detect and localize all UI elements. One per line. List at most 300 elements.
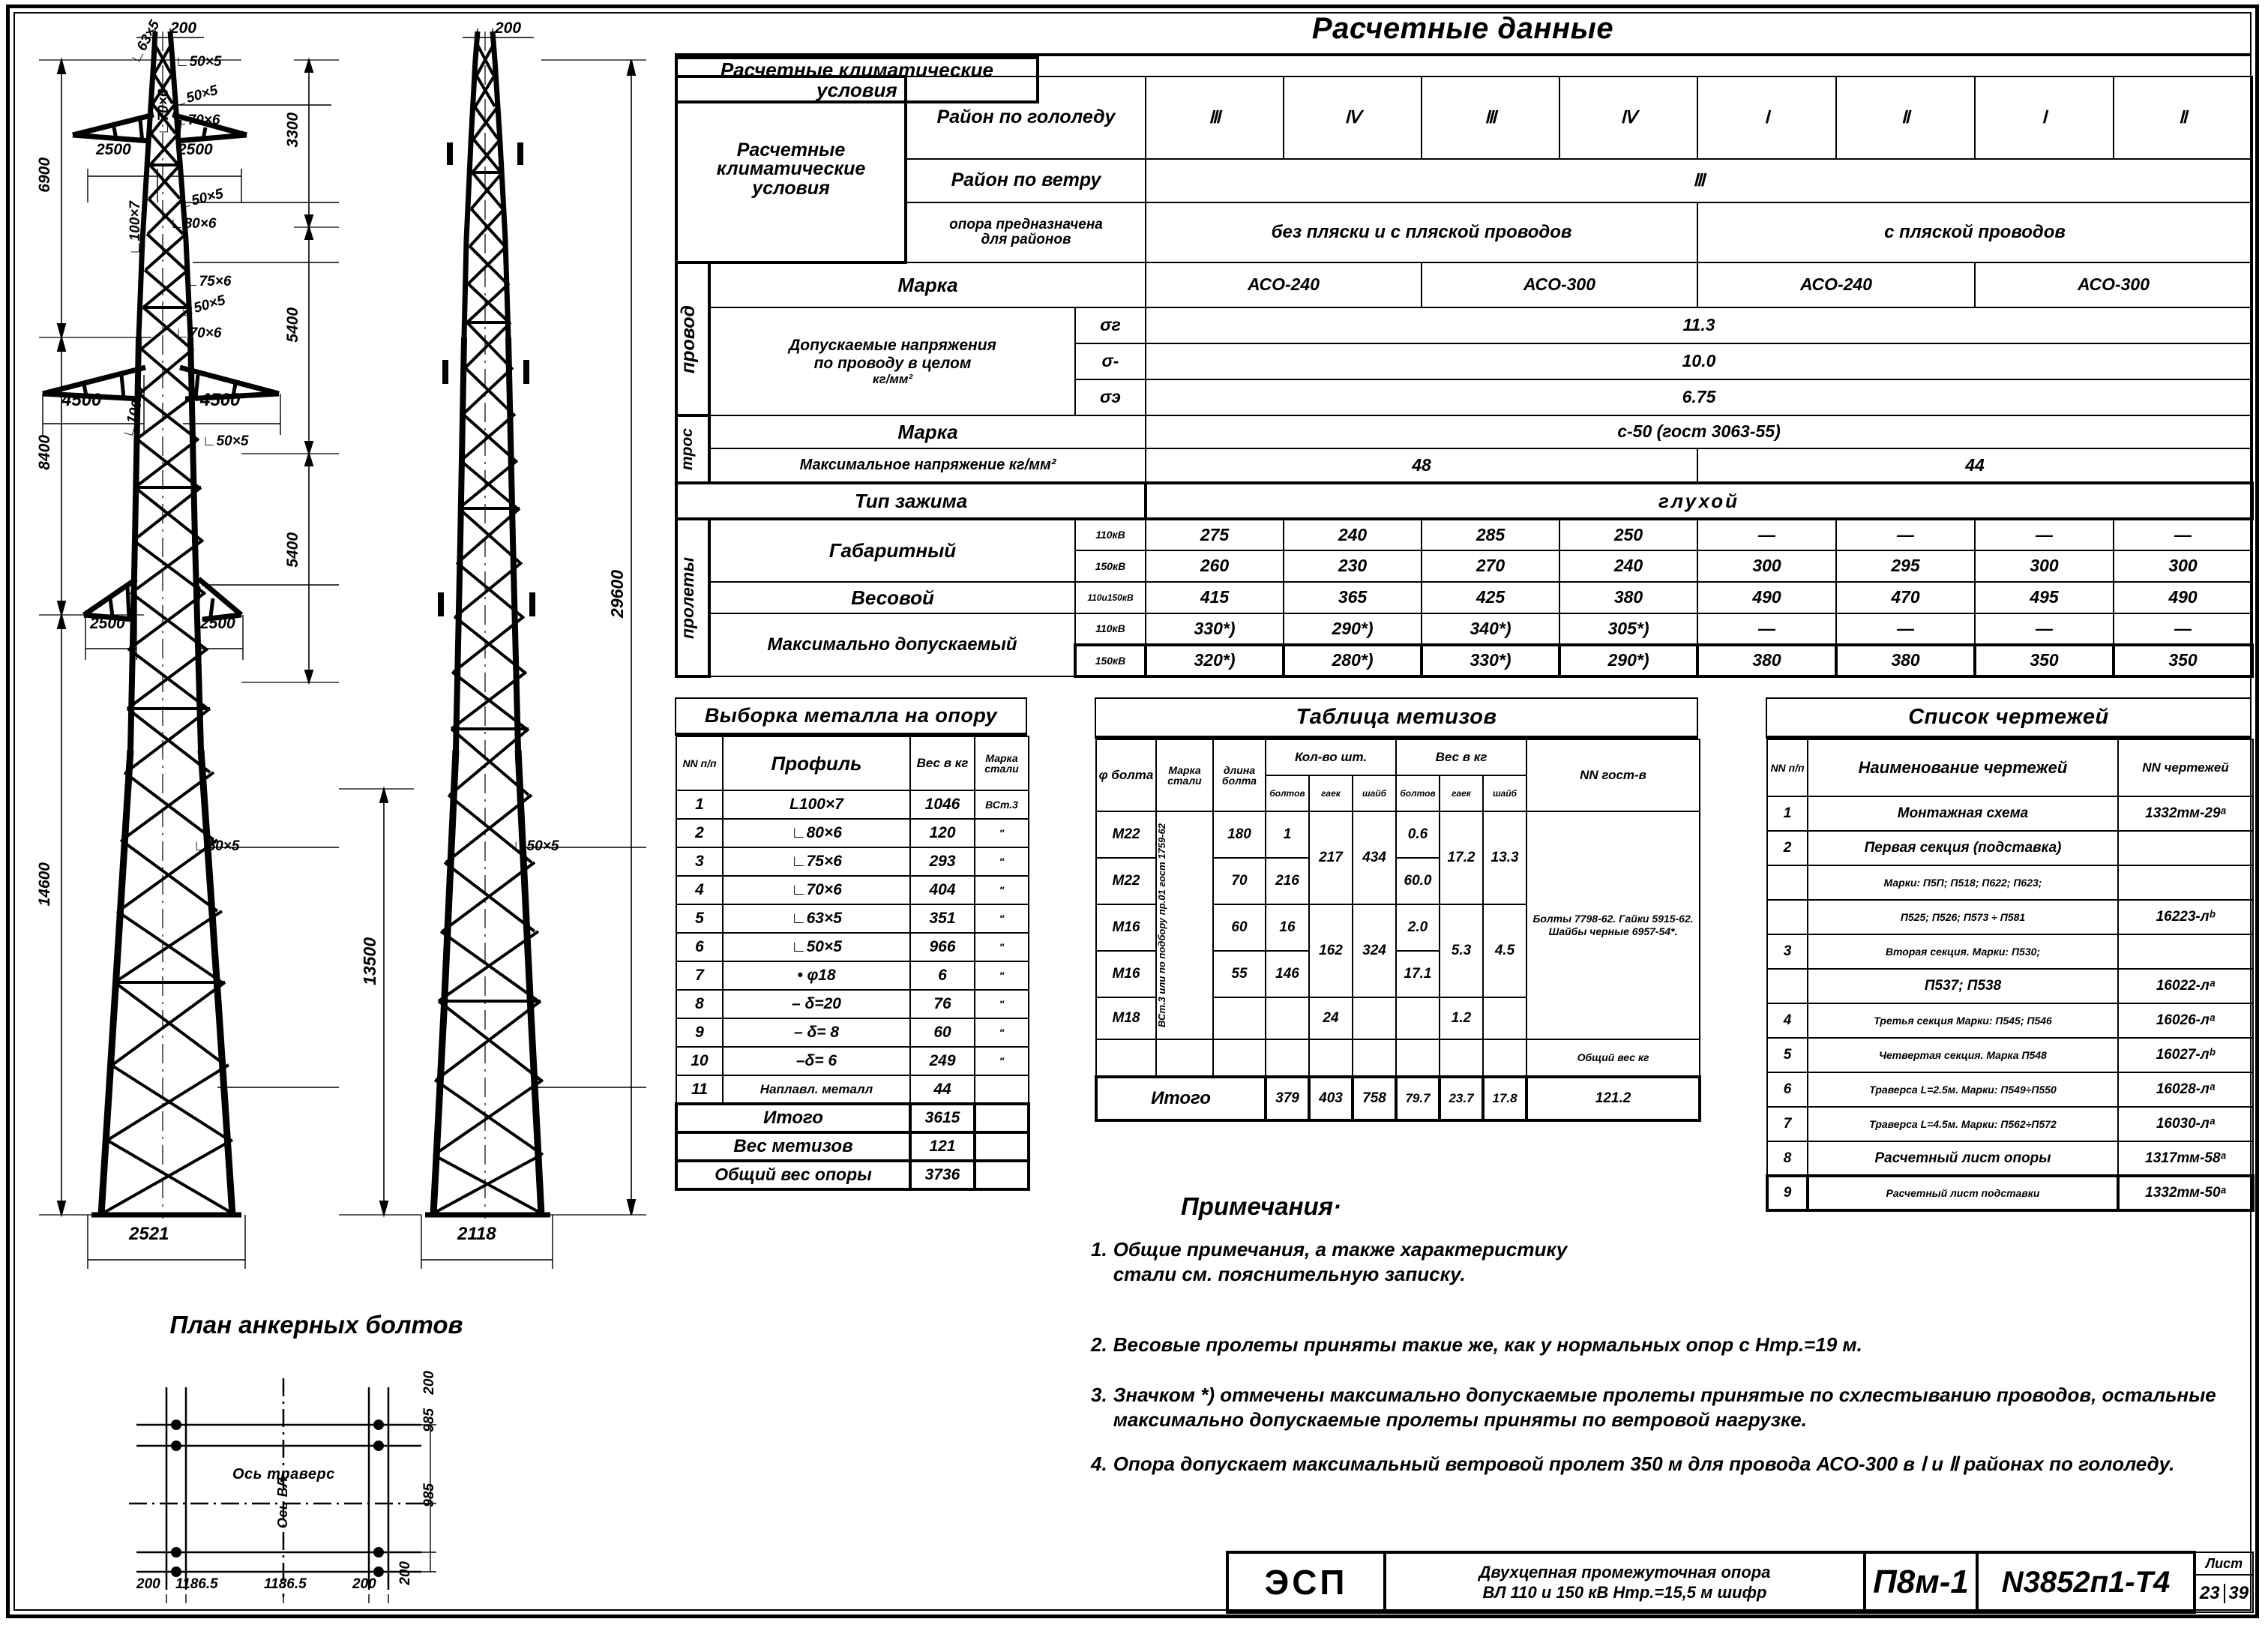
profile-label-80x6: ∟80×6 [170, 216, 217, 232]
profile-label-50x5-a: ∟50×5 [175, 54, 222, 70]
cell-climate-label [676, 76, 906, 262]
metal-table [675, 736, 1030, 1191]
profile-label-50x5-d: ∟50×5 [178, 292, 227, 321]
cell-gab-150-label: 150кВ [1075, 550, 1146, 582]
cell-intended-label [906, 202, 1146, 262]
fast-wwashers-c [1483, 997, 1526, 1039]
fast-head-gost: NN гост-в [1526, 739, 1700, 811]
cell-max150-4: 290*) [1559, 645, 1697, 676]
note-item-4 [1091, 1452, 2246, 1477]
profile-label-70x6-b: ∟70×6 [156, 88, 172, 135]
cell-span-gabarit-label: Габаритный [709, 519, 1075, 582]
cell-max110-6: — [1836, 613, 1975, 645]
anchor-dim-r2: 985 [421, 1408, 437, 1432]
metal-weight-6: 966 [910, 933, 975, 961]
profile-label-100x7-b: ∟100×7 [120, 382, 151, 439]
metal-grand-weight: 3736 [910, 1161, 975, 1189]
metal-steel-3: " [975, 847, 1029, 876]
dl-no-7: 4 [1767, 1003, 1808, 1038]
fast-total-bolts: 379 [1266, 1077, 1309, 1120]
fast-len-2: 70 [1213, 858, 1266, 904]
fast-wbolts-2: 60.0 [1396, 858, 1440, 904]
metal-weight-1: 1046 [910, 790, 975, 819]
cell-cable-stress-2: 44 [1697, 448, 2252, 483]
fast-total-label: Итого [1096, 1077, 1266, 1120]
fast-total-wbolts: 79.7 [1396, 1077, 1440, 1120]
cell-sigma-e-sym: σэ [1075, 379, 1146, 415]
cell-gab110-7: — [1975, 519, 2114, 550]
cell-gab150-1: 260 [1146, 550, 1284, 582]
spans-group-text: пролеты [678, 556, 697, 639]
fast-head-w-nuts: гаек [1440, 775, 1483, 811]
metal-total-steel [975, 1104, 1029, 1132]
profile-label-75x6: ∟75×6 [185, 274, 232, 289]
fast-blank-4 [1266, 1039, 1309, 1077]
metal-no-1: 1 [676, 790, 723, 819]
fast-head-weight-group: Вес в кг [1396, 739, 1526, 775]
fasteners-table-title: Таблица метизов [1095, 697, 1698, 739]
cell-max110-4: 305*) [1559, 613, 1697, 645]
cell-sigma-e-val: 6.75 [1146, 379, 2252, 415]
dl-code-12: 1332тм-50ᵃ [2118, 1176, 2253, 1210]
fast-dia-3: М16 [1096, 904, 1156, 951]
dim-4500-ml: 4500 [61, 390, 102, 410]
drawings-list-section [1766, 697, 2252, 1212]
anchor-dim-r3: 985 [421, 1483, 437, 1507]
fast-len-4: 55 [1213, 951, 1266, 997]
fast-bolts-1: 1 [1266, 811, 1309, 858]
cell-cable-group [676, 415, 709, 483]
cell-max-110-label: 110кВ [1075, 613, 1146, 645]
fast-total-nuts: 403 [1309, 1077, 1353, 1120]
cell-cable-stress-1: 48 [1146, 448, 1697, 483]
cell-spans-group [676, 519, 709, 676]
fasteners-table [1095, 739, 1701, 1122]
wire-group-text: провод [678, 304, 699, 373]
notes-section [1091, 1192, 2261, 1476]
cell-wire-group [676, 262, 709, 415]
fast-total-weight-label: Общий вес кг [1526, 1039, 1700, 1077]
fast-head-dia: φ болта [1096, 739, 1156, 811]
metal-profile-2: ∟80×6 [723, 819, 910, 847]
metal-profile-7: • φ18 [723, 961, 910, 990]
note-text-4: Опора допускает максимальный ветровой пролет 350 м для провода АСО-300 в Ⅰ и Ⅱ районах по гололеду. [1113, 1453, 2175, 1476]
fast-washers-a: 434 [1353, 811, 1396, 904]
calc-data-section [675, 6, 2251, 678]
fast-wwashers-b: 4.5 [1483, 904, 1526, 997]
fast-head-count-washers: шайб [1353, 775, 1396, 811]
dl-code-6: 16022-лᵃ [2118, 969, 2253, 1003]
profile-label-50x5-f: ∟50×5 [193, 838, 240, 854]
notes-title: Примечания· [1181, 1192, 1342, 1220]
metal-no-6: 6 [676, 933, 723, 961]
stress-line3: кг/мм² [872, 372, 913, 387]
dim-5400-lower: 5400 [284, 532, 301, 568]
metal-steel-11 [975, 1075, 1029, 1104]
cell-weight-kv-label: 110и150кВ [1075, 582, 1146, 613]
metal-no-2: 2 [676, 819, 723, 847]
fast-dia-1: М22 [1096, 811, 1156, 858]
dl-code-7: 16026-лᵃ [2118, 1003, 2253, 1038]
cell-max110-8: — [2114, 613, 2252, 645]
metal-profile-10: –δ= 6 [723, 1047, 910, 1075]
cell-sigma-g-val: 11.3 [1146, 307, 2252, 343]
metal-steel-2: " [975, 819, 1029, 847]
note-num-3: 3. [1091, 1383, 1107, 1406]
fast-dia-5: М18 [1096, 997, 1156, 1039]
fast-wnuts-a: 17.2 [1440, 811, 1483, 904]
cell-gab150-5: 300 [1697, 550, 1836, 582]
metal-steel-10: " [975, 1047, 1029, 1075]
profile-label-50x5-e: ∟50×5 [202, 433, 249, 449]
note-num-1: 1. [1091, 1238, 1107, 1261]
dl-name-4: П525; П526; П573 ÷ П581 [1808, 900, 2118, 934]
metal-weight-7: 6 [910, 961, 975, 990]
fast-total-wwashers: 17.8 [1483, 1077, 1526, 1120]
metal-head-profile: Профиль [723, 736, 910, 790]
cell-max150-6: 380 [1836, 645, 1975, 676]
dl-name-1: Монтажная схема [1808, 796, 2118, 831]
cell-w-3: 425 [1422, 582, 1559, 613]
anchor-dim-r1: 200 [421, 1371, 437, 1395]
metal-fastener-blank [975, 1132, 1029, 1161]
cell-cable-stress-label: Максимальное напряжение кг/мм² [709, 448, 1146, 483]
dim-13500: 13500 [360, 937, 379, 985]
note-item-1 [1091, 1237, 1616, 1288]
cell-ice-1: Ⅲ [1146, 76, 1284, 159]
fast-head-count-nuts: гаек [1309, 775, 1353, 811]
stress-line2: по проводу в целом [813, 354, 972, 372]
cell-w-5: 490 [1697, 582, 1836, 613]
metal-head-no: NN п/п [676, 736, 723, 790]
fast-total-washers: 758 [1353, 1077, 1396, 1120]
profile-label-50x5-c: ∟50×5 [176, 185, 225, 213]
fast-steel-note-cell [1156, 811, 1213, 1039]
metal-head-steel: Марка стали [975, 736, 1029, 790]
metal-no-4: 4 [676, 876, 723, 904]
dl-head-code: NN чертежей [2118, 739, 2253, 796]
cell-ice-7: Ⅰ [1975, 76, 2114, 159]
fast-blank-1 [1096, 1039, 1156, 1077]
dl-code-3 [2118, 865, 2253, 900]
dl-no-1: 1 [1767, 796, 1808, 831]
dl-no-6 [1767, 969, 1808, 1003]
fast-gost-text: Болты 7798-62. Гайки 5915-62. Шайбы черные 6957-54*. [1526, 811, 1700, 1039]
cell-ice-4: Ⅳ [1559, 76, 1697, 159]
metal-grand-blank [975, 1161, 1029, 1189]
tb-mark: П8м-1 [1865, 1552, 1977, 1612]
fast-head-w-washers: шайб [1483, 775, 1526, 811]
cell-clamp-value: глухой [1146, 483, 2252, 519]
climate-label-text: Расчетные климатические условия [716, 139, 866, 199]
fast-bolts-3: 16 [1266, 904, 1309, 951]
cell-w-2: 365 [1284, 582, 1422, 613]
cell-ice-3: Ⅲ [1422, 76, 1559, 159]
metal-weight-8: 76 [910, 990, 975, 1018]
fast-wbolts-3: 2.0 [1396, 904, 1440, 951]
dim-base-right: 2118 [457, 1224, 496, 1244]
dl-no-12: 9 [1767, 1176, 1808, 1210]
dl-name-12: Расчетный лист подставки [1808, 1176, 2118, 1210]
fast-blank-7 [1396, 1039, 1440, 1077]
metal-steel-6: " [975, 933, 1029, 961]
fast-wnuts-b: 5.3 [1440, 904, 1483, 997]
cell-clamp-label: Тип зажима [676, 483, 1146, 519]
tb-sheet-label: Лист [2195, 1552, 2253, 1575]
metal-no-7: 7 [676, 961, 723, 990]
cell-w-7: 495 [1975, 582, 2114, 613]
dl-no-5: 3 [1767, 934, 1808, 969]
cell-stress-label [709, 307, 1075, 415]
metal-fastener-label: Вес метизов [676, 1132, 910, 1161]
dl-name-8: Четвертая секция. Марка П548 [1808, 1038, 2118, 1072]
metal-profile-6: ∟50×5 [723, 933, 910, 961]
cell-wind-region-label: Район по ветру [906, 159, 1146, 202]
metal-profile-3: ∟75×6 [723, 847, 910, 876]
dl-code-8: 16027-лᵇ [2118, 1038, 2253, 1072]
dim-29600: 29600 [607, 570, 627, 618]
cell-climate-label: Расчетные климатические условия [676, 58, 1038, 102]
anchor-axis-label-vertical: Ось ВЛ [275, 1477, 290, 1529]
metal-head-weight: Вес в кг [910, 736, 975, 790]
drawings-list-table [1766, 739, 2255, 1212]
dl-code-9: 16028-лᵃ [2118, 1072, 2253, 1107]
fast-head-count-bolts: болтов [1266, 775, 1309, 811]
dl-code-10: 16030-лᵃ [2118, 1107, 2253, 1141]
cell-wire-brand-3: АСО-240 [1697, 262, 1975, 307]
metal-total-label: Итого [676, 1104, 910, 1132]
dl-no-8: 5 [1767, 1038, 1808, 1072]
metal-steel-9: " [975, 1018, 1029, 1047]
cell-gab150-4: 240 [1559, 550, 1697, 582]
cell-max110-2: 290*) [1284, 613, 1422, 645]
dl-code-5 [2118, 934, 2253, 969]
dl-no-9: 6 [1767, 1072, 1808, 1107]
dl-name-9: Траверса L=2.5м. Марки: П549÷П550 [1808, 1072, 2118, 1107]
anchor-axis-label-horizontal: Ось траверс [232, 1466, 335, 1483]
fast-steel-note-text: ВСт.3 или по подбору пр.01 гост 1759-62 [1156, 823, 1167, 1027]
fast-wbolts-5 [1396, 997, 1440, 1039]
cell-max150-1: 320*) [1146, 645, 1284, 676]
metal-total-weight: 3615 [910, 1104, 975, 1132]
fast-bolts-4: 146 [1266, 951, 1309, 997]
calc-table-title: Расчетные данные [675, 6, 2251, 56]
cell-max150-5: 380 [1697, 645, 1836, 676]
note-item-2 [1091, 1333, 2238, 1357]
cell-gab150-7: 300 [1975, 550, 2114, 582]
fasteners-table-section [1095, 697, 1698, 1122]
note-item-3 [1091, 1383, 2246, 1433]
dim-14600: 14600 [36, 862, 53, 907]
cell-w-4: 380 [1559, 582, 1697, 613]
metal-weight-11: 44 [910, 1075, 975, 1104]
cell-wire-brand-4: АСО-300 [1975, 262, 2252, 307]
cell-intended-group-a: без пляски и с пляской проводов [1146, 202, 1697, 262]
cell-gab110-2: 240 [1284, 519, 1422, 550]
dl-code-1: 1332тм-29ᵃ [2118, 796, 2253, 831]
cell-gab-110-label: 110кВ [1075, 519, 1146, 550]
cell-sigma-g-sym: σг [1075, 307, 1146, 343]
dl-code-4: 16223-лᵇ [2118, 900, 2253, 934]
anchor-dim-b4: 200 [352, 1576, 376, 1592]
cell-wire-brand-1: АСО-240 [1146, 262, 1422, 307]
tb-organization: ЭСП [1227, 1552, 1385, 1612]
note-num-4: 4. [1091, 1453, 1107, 1476]
drawings-list-title: Список чертежей [1766, 697, 2252, 739]
cell-gab150-6: 295 [1836, 550, 1975, 582]
dl-name-2: Первая секция (подставка) [1808, 831, 2118, 865]
dl-no-2: 2 [1767, 831, 1808, 865]
cell-span-weight-label: Весовой [709, 582, 1075, 613]
profile-label-50x5-b: ∟50×5 [171, 82, 220, 111]
profile-label-100x7-a: ∟100×7 [127, 201, 143, 255]
tb-code: N3852п1-Т4 [1977, 1552, 2195, 1612]
dl-no-3 [1767, 865, 1808, 900]
fast-blank-2 [1156, 1039, 1213, 1077]
cell-gab150-3: 270 [1422, 550, 1559, 582]
dim-2500-ll: 2500 [90, 615, 125, 632]
cell-ice-6: Ⅱ [1836, 76, 1975, 159]
title-block [1226, 1551, 2252, 1614]
fast-total-wnuts: 23.7 [1440, 1077, 1483, 1120]
metal-steel-4: " [975, 876, 1029, 904]
metal-no-8: 8 [676, 990, 723, 1018]
dim-2500-ul: 2500 [96, 141, 131, 158]
intended-line1: опора предназначена [949, 217, 1103, 233]
cell-cable-brand-val: с-50 (гост 3063-55) [1146, 415, 2252, 448]
dl-code-11: 1317тм-58ᵃ [2118, 1141, 2253, 1176]
dl-name-5: Вторая секция. Марки: П530; [1808, 934, 2118, 969]
metal-profile-9: – δ= 8 [723, 1018, 910, 1047]
note-text-2: Весовые пролеты приняты такие же, как у нормальных опор с Нтр.=19 м. [1113, 1333, 1862, 1356]
cell-w-8: 490 [2114, 582, 2252, 613]
cell-cable-brand-label: Марка [709, 415, 1146, 448]
cell-max110-1: 330*) [1146, 613, 1284, 645]
profile-label-70x6-a: ∟70×6 [174, 112, 220, 128]
metal-profile-5: ∟63×5 [723, 904, 910, 933]
dl-no-10: 7 [1767, 1107, 1808, 1141]
metal-fastener-weight: 121 [910, 1132, 975, 1161]
tower-drawing-area [16, 15, 669, 1605]
dl-name-6: П537; П538 [1808, 969, 2118, 1003]
metal-profile-1: L100×7 [723, 790, 910, 819]
cell-max110-3: 340*) [1422, 613, 1559, 645]
fast-dia-2: М22 [1096, 858, 1156, 904]
profile-label-63x5: ∟63×5 [127, 17, 163, 66]
cell-max-150-label: 150кВ [1075, 645, 1146, 676]
stress-line1: Допускаемые напряжения [789, 337, 996, 354]
dl-head-name: Наименование чертежей [1808, 739, 2118, 796]
cell-gab110-4: 250 [1559, 519, 1697, 550]
profile-label-70x6-c: ∟70×6 [175, 325, 222, 341]
fast-nuts-b: 162 [1309, 904, 1353, 997]
anchor-dim-b3: 1186.5 [264, 1576, 307, 1592]
fast-blank-5 [1309, 1039, 1353, 1077]
cell-max150-8: 350 [2114, 645, 2252, 676]
tb-sheet-numbers [2195, 1575, 2253, 1612]
dim-2500-ur: 2500 [178, 141, 213, 158]
tb-sheet-total: 39 [2228, 1582, 2249, 1603]
tb-desc-line1: Двухцепная промежуточная опора [1479, 1562, 1771, 1582]
metal-weight-5: 351 [910, 904, 975, 933]
fast-wwashers-a: 13.3 [1483, 811, 1526, 904]
fast-head-length: длина болта [1213, 739, 1266, 811]
fast-blank-9 [1483, 1039, 1526, 1077]
fast-wbolts-4: 17.1 [1396, 951, 1440, 997]
dim-base-left: 2521 [129, 1224, 169, 1244]
cell-gab110-8: — [2114, 519, 2252, 550]
fast-bolts-5 [1266, 997, 1309, 1039]
fast-wnuts-c: 1.2 [1440, 997, 1483, 1039]
cable-group-text: трос [679, 428, 696, 471]
metal-table-section [675, 697, 1027, 1191]
dl-code-2 [2118, 831, 2253, 865]
metal-weight-10: 249 [910, 1047, 975, 1075]
fast-nuts-c: 24 [1309, 997, 1353, 1039]
metal-table-title: Выборка металла на опору [675, 697, 1027, 736]
metal-no-9: 9 [676, 1018, 723, 1047]
fast-blank-3 [1213, 1039, 1266, 1077]
cell-wire-brand-label: Марка [709, 262, 1146, 307]
tb-sheet-no: 23 [2196, 1584, 2225, 1603]
metal-profile-11: Наплавл. металл [723, 1075, 910, 1104]
cell-max150-3: 330*) [1422, 645, 1559, 676]
cell-wind-region-value: Ⅲ [1146, 159, 2252, 202]
cell-gab110-1: 275 [1146, 519, 1284, 550]
cell-ice-8: Ⅱ [2114, 76, 2252, 159]
cell-ice-5: Ⅰ [1697, 76, 1836, 159]
cell-max110-7: — [1975, 613, 2114, 645]
fast-dia-4: М16 [1096, 951, 1156, 997]
cell-intended-group-b: с пляской проводов [1697, 202, 2252, 262]
metal-no-11: 11 [676, 1075, 723, 1104]
anchor-dim-b2: 1186.5 [175, 1576, 218, 1592]
fast-len-5 [1213, 997, 1266, 1039]
note-num-2: 2. [1091, 1333, 1107, 1356]
fast-washers-b: 324 [1353, 904, 1396, 997]
cell-w-1: 415 [1146, 582, 1284, 613]
fast-head-w-bolts: болтов [1396, 775, 1440, 811]
fast-len-3: 60 [1213, 904, 1266, 951]
note-text-1: Общие примечания, а также характеристику стали см. пояснительную записку. [1113, 1238, 1568, 1286]
cell-max110-5: — [1697, 613, 1836, 645]
metal-weight-3: 293 [910, 847, 975, 876]
tb-desc-line2: ВЛ 110 и 150 кВ Нтр.=15,5 м шифр [1482, 1583, 1767, 1602]
note-text-3: Значком *) отмечены максимально допускаемые пролеты принятые по схлестыванию проводов, остальные максимально допускаемые пролеты приняты по ветровой нагрузке. [1113, 1383, 2216, 1432]
fast-blank-8 [1440, 1039, 1483, 1077]
cell-gab110-6: — [1836, 519, 1975, 550]
cell-w-6: 470 [1836, 582, 1975, 613]
fast-bolts-2: 216 [1266, 858, 1309, 904]
metal-weight-2: 120 [910, 819, 975, 847]
dl-name-11: Расчетный лист опоры [1808, 1141, 2118, 1176]
metal-no-10: 10 [676, 1047, 723, 1075]
metal-profile-4: ∟70×6 [723, 876, 910, 904]
dl-no-11: 8 [1767, 1141, 1808, 1176]
metal-profile-8: – δ=20 [723, 990, 910, 1018]
fast-total-sum: 121.2 [1526, 1077, 1700, 1120]
cell-gab150-8: 300 [2114, 550, 2252, 582]
cell-span-max-label: Максимально допускаемый [709, 613, 1075, 676]
fast-wbolts-1: 0.6 [1396, 811, 1440, 858]
dim-5400-upper: 5400 [284, 307, 301, 343]
metal-no-3: 3 [676, 847, 723, 876]
dim-6900: 6900 [36, 157, 53, 193]
metal-steel-8: " [975, 990, 1029, 1018]
fast-head-steel: Марка стали [1156, 739, 1213, 811]
cell-sigma-minus-sym: σ- [1075, 343, 1146, 379]
metal-steel-7: " [975, 961, 1029, 990]
